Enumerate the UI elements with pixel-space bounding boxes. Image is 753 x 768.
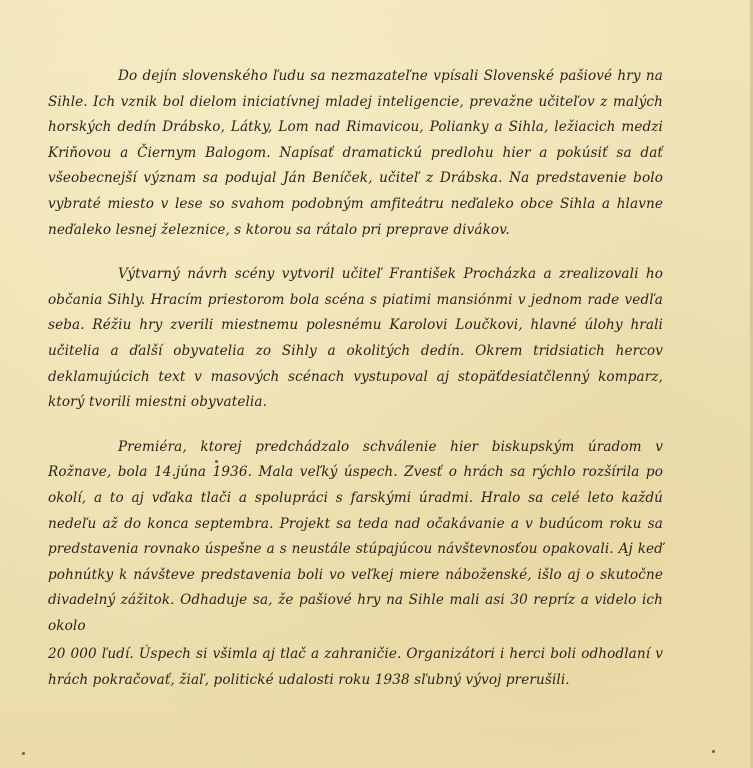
paragraph-scenery: Výtvarný návrh scény vytvoril učiteľ František Procházka a zrealizovali ho občania Sihly. Hracím priestorom bola scéna s piatimi mansiónmi v jednom rade vedľa seba. Réžiu hry zverili miestnemu polesnému Karolovi Loučkovi, hlavné úlohy hrali učitelia a ďalší obyvatelia zo Sihly a okolitých dedín. Okrem tridsiatich hercov deklamujúcich text v masových scénach vystupoval aj stopäťdesiatčlenný komparz, ktorý tvorili miestni obyvatelia.	[48, 266, 663, 411]
screw-dot	[712, 750, 715, 753]
paragraph-premiere: Premiéra, ktorej predchádzalo schválenie hier biskupským úradom v Rožnave, bola 14.júna 1936. Mala veľký úspech. Zvesť o hrách sa rýchlo rozšírila po okolí, a to aj vďaka tlači a spolupráci s farskými úradmi. Hralo sa celé leto každú nedeľu až do konca septembra. Projekt sa teda nad očakávanie a v budúcom roku sa predstavenia rovnako úspešne a s neustále stúpajúcou návštevnosťou opakovali. Aj keď pohnútky k návšteve predstavenia boli vo veľkej miere náboženské, išlo aj o skutočne divadelný zážitok. Odhaduje sa, že pašiové hry na Sihle mali asi 30 repríz a videlo ich okolo	[48, 438, 663, 634]
plaque-text	[48, 64, 663, 713]
screw-dot	[22, 752, 25, 755]
paragraph-origin: Do dejín slovenského ľudu sa nezmazateľne vpísali Slovenské pašiové hry na Sihle. Ich vznik bol dielom iniciatívnej mladej inteligencie, prevažne učiteľov z malých horských dedín Drábsko, Látky, Lom nad Rimavicou, Polianky a Sihla, ležiacich medzi Kriňovou a Čiernym Balogom. Napísať dramatickú predlohu hier a pokúsiť sa dať všeobecnejší význam sa podujal Ján Beníček, učiteľ z Drábska. Na predstavenie bolo vybraté miesto v lese so svahom podobným amfiteátru neďaleko obce Sihla a hlavne neďaleko lesnej železnice, s ktorou sa rátalo pri preprave divákov.	[48, 68, 663, 238]
paragraph-continuation: 20 000 ľudí. Úspech si všimla aj tlač a zahraničie. Organizátori i herci boli odhodlaní v hrách pokračovať, žiaľ, politické udalosti roku 1938 sľubný vývoj prerušili.	[48, 646, 663, 689]
screw-dot	[215, 460, 218, 463]
